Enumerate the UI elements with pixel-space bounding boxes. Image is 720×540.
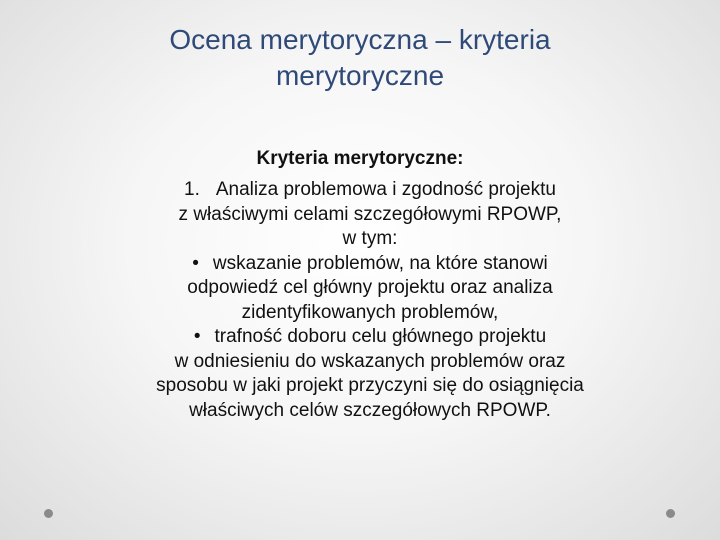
- title-line-1: Ocena merytoryczna – kryteria: [169, 24, 551, 55]
- bullet-text-line: wskazanie problemów, na które stanowi: [212, 252, 548, 274]
- bullet-text-line: trafność doboru celu głównego projektu: [214, 326, 547, 347]
- bullet-text-line: odpowiedź cel główny projektu oraz analiza: [187, 277, 553, 298]
- decorative-dot-right: [666, 509, 675, 518]
- list-item: [90, 178, 650, 203]
- title-line-2: merytoryczne: [275, 60, 445, 91]
- item-text-line: w tym:: [342, 228, 398, 249]
- list-item: [90, 325, 650, 350]
- list-item: [90, 252, 650, 277]
- bullet-icon: •: [192, 252, 199, 274]
- bullet-text-line: zidentyfikowanych problemów,: [241, 301, 499, 323]
- item-text-line: Analiza problemowa i zgodność projektu: [215, 179, 556, 200]
- bullet-text-line: sposobu w jaki projekt przyczyni się do osiągnięcia: [156, 375, 584, 396]
- item-text-line: z właściwymi celami szczegółowymi RPOWP,: [178, 203, 562, 225]
- bullet-icon: •: [193, 326, 201, 347]
- bullet-text-line: w odniesieniu do wskazanych problemów oraz: [174, 350, 566, 372]
- item-number: 1.: [184, 179, 200, 200]
- slide-title: [60, 22, 660, 94]
- criteria-heading: Kryteria merytoryczne:: [256, 148, 464, 169]
- bullet-text-line: właściwych celów szczegółowych RPOWP.: [189, 399, 551, 421]
- decorative-dot-left: [44, 509, 53, 518]
- criteria-list: [90, 178, 650, 423]
